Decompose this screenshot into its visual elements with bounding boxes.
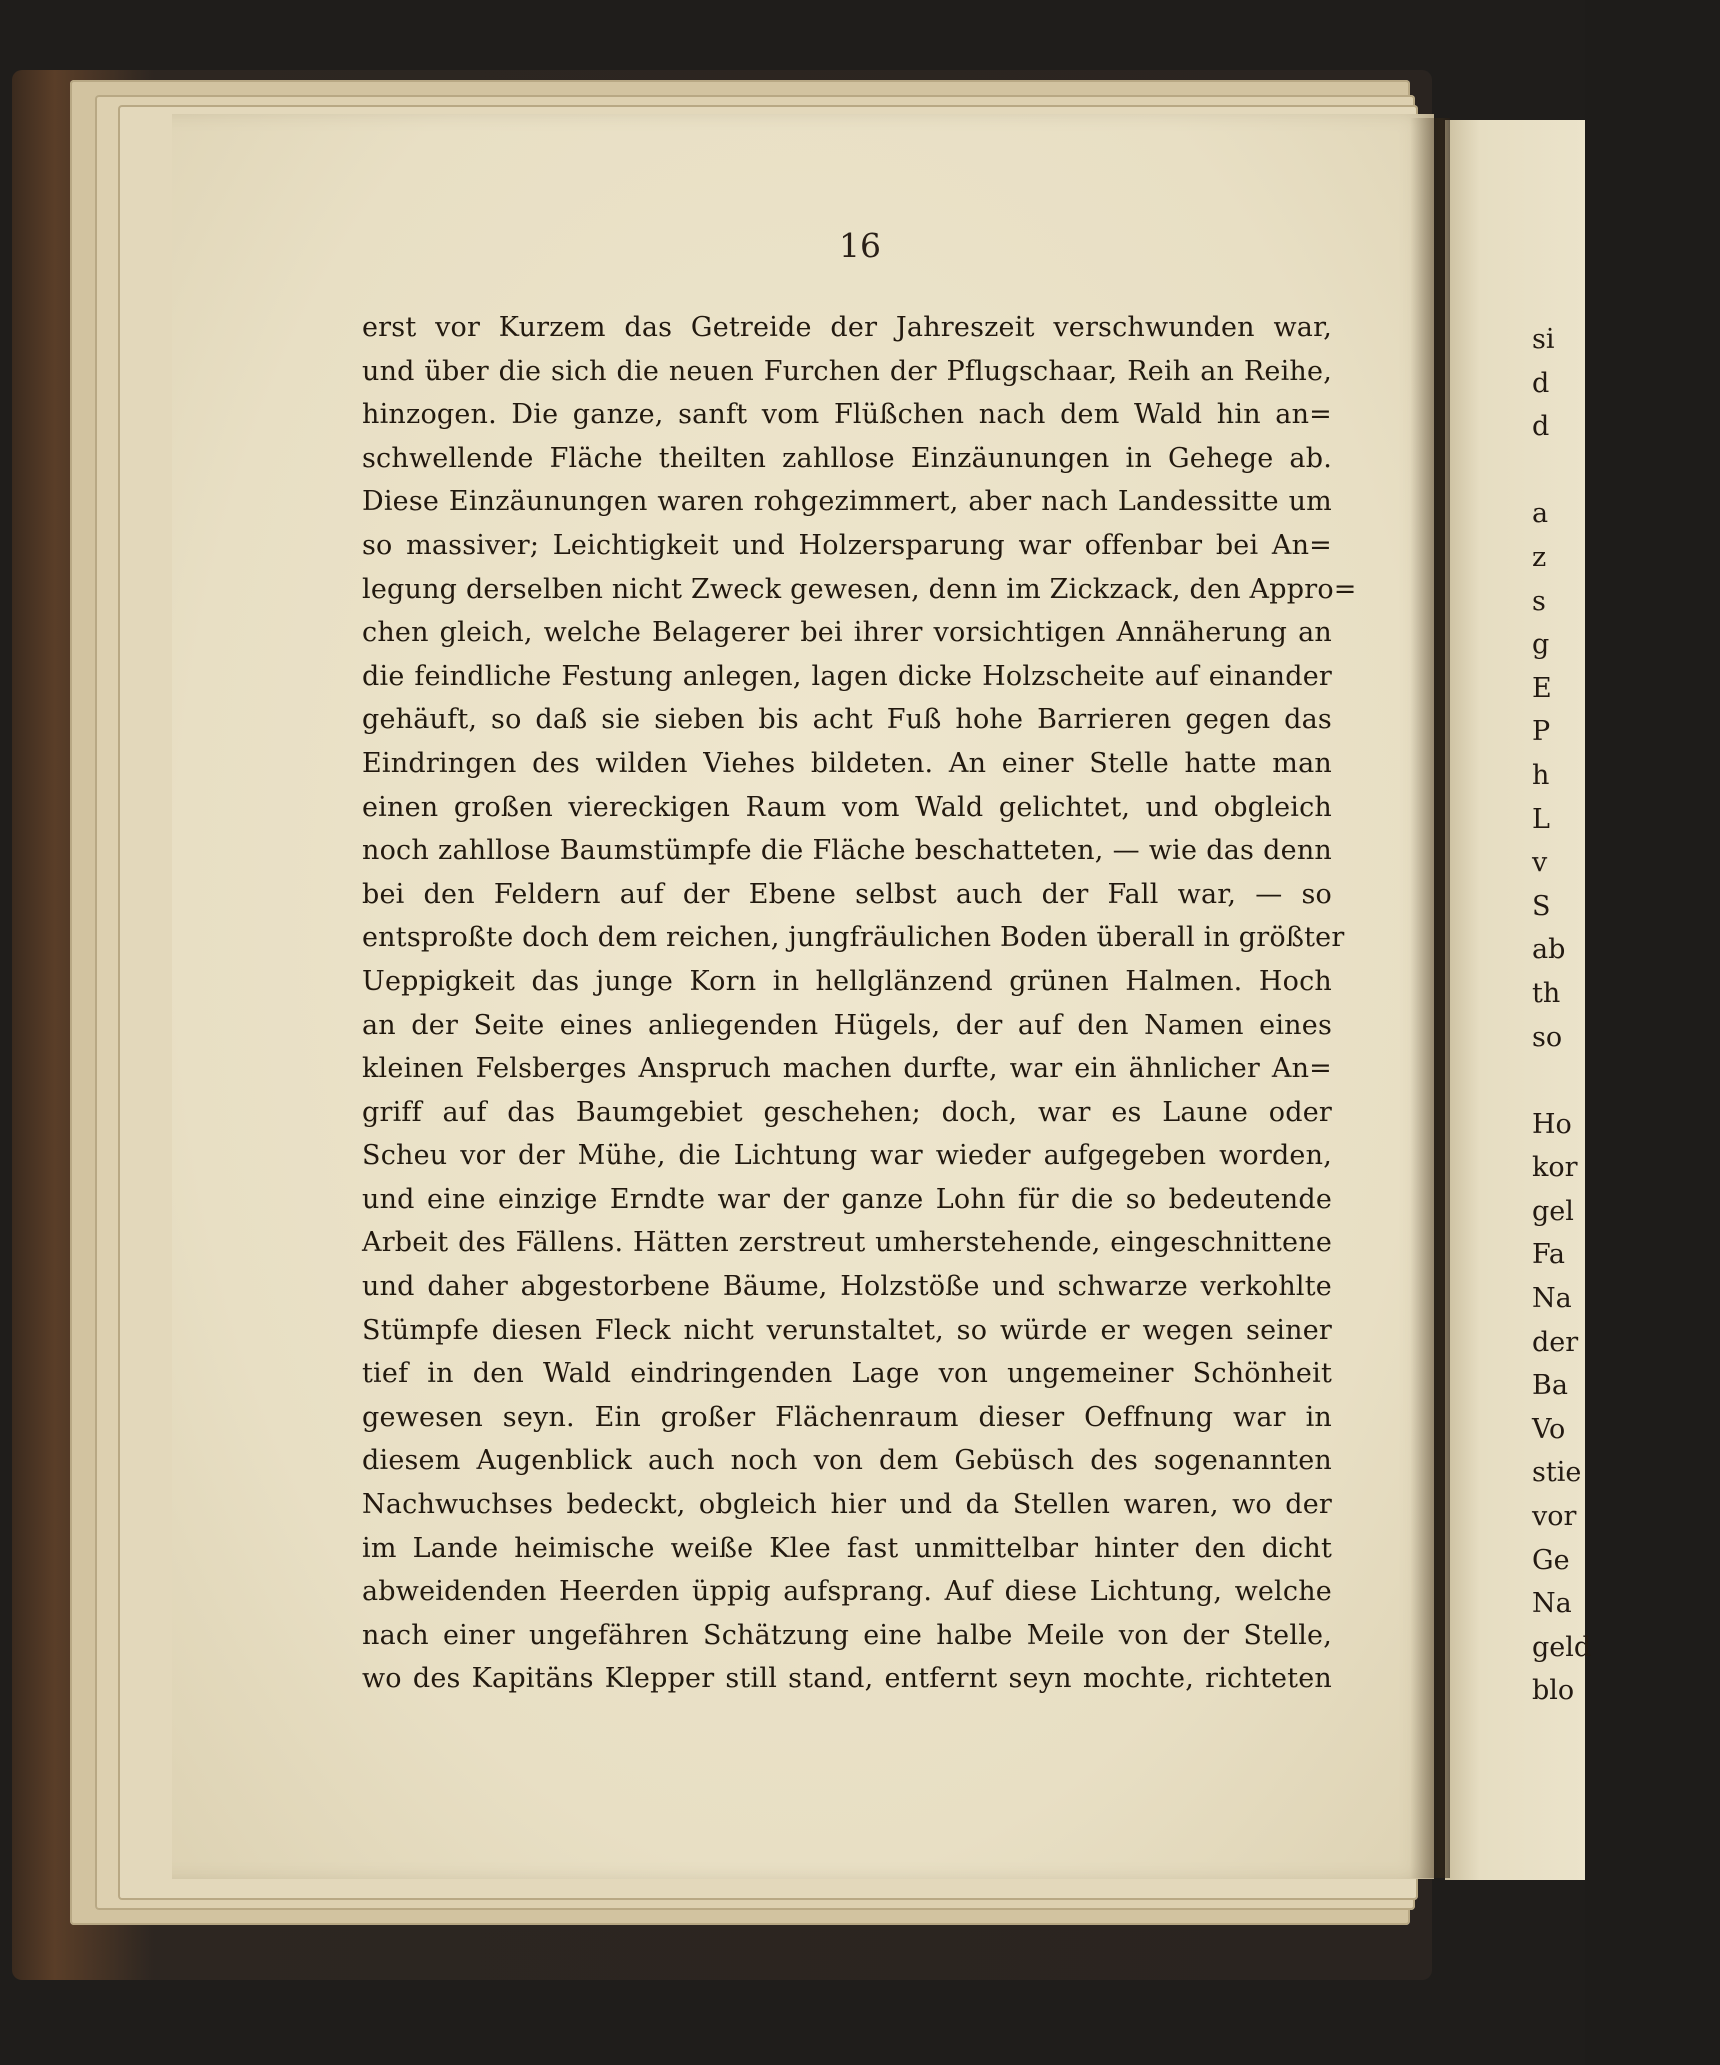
facing-page-fragment: geld — [1532, 1631, 1592, 1663]
text-line: im Lande heimische weiße Klee fast unmittelbar hinter den dicht — [362, 1532, 1332, 1564]
text-line: kleinen Felsberges Anspruch machen durfte, war ein ähnlicher An= — [362, 1053, 1332, 1085]
text-line: abweidenden Heerden üppig aufsprang. Auf diese Lichtung, welche — [362, 1576, 1332, 1608]
facing-page-fragment: so — [1532, 1021, 1563, 1053]
text-line: hinzogen. Die ganze, sanft vom Flüßchen nach dem Wald hin an= — [362, 399, 1332, 431]
facing-page-fragment: Ba — [1532, 1370, 1568, 1402]
text-line: entsproßte doch dem reichen, jungfräulichen Boden überall in größter — [362, 922, 1345, 954]
facing-page-fragment: d — [1532, 411, 1550, 443]
text-line: Scheu vor der Mühe, die Lichtung war wieder aufgegeben worden, — [362, 1140, 1332, 1172]
page-number: 16 — [839, 226, 881, 265]
text-line: einen großen viereckigen Raum vom Wald gelichtet, und obgleich — [362, 791, 1332, 823]
text-line: und eine einzige Erndte war der ganze Lohn für die so bedeutende — [362, 1183, 1332, 1215]
text-line: an der Seite eines anliegenden Hügels, der auf den Namen eines — [362, 1009, 1332, 1041]
text-line: Nachwuchses bedeckt, obgleich hier und da Stellen waren, wo der — [362, 1489, 1332, 1521]
facing-page-fragment: d — [1532, 367, 1550, 399]
facing-page-fragment: Na — [1532, 1588, 1572, 1620]
page-body-text — [362, 306, 1357, 1701]
text-line: die feindliche Festung anlegen, lagen dicke Holzscheite auf einander — [362, 660, 1332, 692]
text-line: gehäuft, so daß sie sieben bis acht Fuß hohe Barrieren gegen das — [362, 704, 1332, 736]
facing-page-fragment: stie — [1532, 1457, 1582, 1489]
facing-page-fragment: si — [1532, 324, 1555, 355]
text-line: griff auf das Baumgebiet geschehen; doch, war es Laune oder — [362, 1096, 1332, 1128]
text-line: Diese Einzäunungen waren rohgezimmert, aber nach Landessitte um — [362, 486, 1332, 518]
text-line: erst vor Kurzem das Getreide der Jahreszeit verschwunden war, — [362, 312, 1332, 343]
text-line: wo des Kapitäns Klepper still stand, entfernt seyn mochte, richteten — [362, 1663, 1332, 1695]
facing-page-fragment: Ge — [1532, 1544, 1570, 1576]
facing-page-fragment: s — [1532, 585, 1546, 617]
text-line: Eindringen des wilden Viehes bildeten. An einer Stelle hatte man — [362, 747, 1332, 779]
facing-page-fragment: kor — [1532, 1152, 1578, 1184]
facing-page-fragment: blo — [1532, 1675, 1575, 1707]
text-line: Stümpfe diesen Fleck nicht verunstaltet, so würde er wegen seiner — [362, 1314, 1332, 1346]
text-line: schwellende Fläche theilten zahllose Einzäunungen in Gehege ab. — [362, 442, 1332, 474]
facing-page-fragment: a — [1532, 498, 1549, 530]
text-line: bei den Feldern auf der Ebene selbst auch der Fall war, — so — [362, 878, 1332, 910]
facing-page-fragment: E — [1532, 672, 1552, 704]
facing-page-fragment: z — [1532, 541, 1547, 573]
facing-page-fragment: h — [1532, 759, 1550, 791]
text-line: legung derselben nicht Zweck gewesen, denn im Zickzack, den Appro= — [362, 573, 1357, 605]
facing-page-text — [1532, 318, 1592, 1713]
facing-page-fragment: S — [1532, 890, 1551, 922]
text-line: und daher abgestorbene Bäume, Holzstöße und schwarze verkohlte — [362, 1271, 1332, 1303]
facing-page-fragment: der — [1532, 1326, 1579, 1358]
facing-page-fragment: v — [1532, 847, 1548, 879]
facing-page-fragment: Fa — [1532, 1239, 1565, 1271]
facing-page-fragment: g — [1532, 629, 1550, 661]
text-line: Arbeit des Fällens. Hätten zerstreut umherstehende, eingeschnittene — [362, 1227, 1332, 1259]
text-line: chen gleich, welche Belagerer bei ihrer vorsichtigen Annäherung an — [362, 617, 1332, 649]
facing-page-fragment — [1532, 1059, 1592, 1103]
text-line: gewesen seyn. Ein großer Flächenraum dieser Oeffnung war in — [362, 1401, 1332, 1433]
text-line: so massiver; Leichtigkeit und Holzersparung war offenbar bei An= — [362, 529, 1332, 561]
facing-page-fragment: th — [1532, 977, 1561, 1009]
facing-page-fragment: Vo — [1532, 1413, 1566, 1445]
facing-page-fragment — [1532, 449, 1592, 493]
facing-page-fragment: Na — [1532, 1283, 1572, 1315]
facing-page-fragment: L — [1532, 803, 1550, 835]
facing-page-fragment: vor — [1532, 1501, 1577, 1533]
text-line: Ueppigkeit das junge Korn in hellglänzend grünen Halmen. Hoch — [362, 965, 1332, 997]
facing-page-fragment: Ho — [1532, 1108, 1572, 1140]
text-line: tief in den Wald eindringenden Lage von ungemeiner Schönheit — [362, 1358, 1332, 1390]
text-line: diesem Augenblick auch noch von dem Gebüsch des sogenannten — [362, 1445, 1332, 1477]
facing-page-fragment: ab — [1532, 934, 1566, 966]
facing-page-fragment: gel — [1532, 1195, 1574, 1227]
text-line: und über die sich die neuen Furchen der Pflugschaar, Reih an Reihe, — [362, 355, 1332, 387]
text-line: noch zahllose Baumstümpfe die Fläche beschatteten, — wie das denn — [362, 835, 1332, 867]
text-line: nach einer ungefähren Schätzung eine halbe Meile von der Stelle, — [362, 1619, 1332, 1651]
facing-page-fragment: P — [1532, 716, 1551, 748]
gutter-shadow — [1410, 118, 1450, 1878]
